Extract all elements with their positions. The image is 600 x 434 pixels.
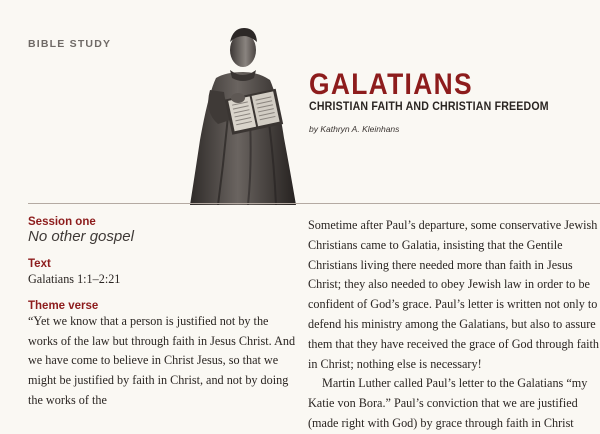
text-reference: Galatians 1:1–2:21 [28, 272, 121, 286]
author-byline: by Kathryn A. Kleinhans [309, 124, 400, 134]
session-label: Session one [28, 216, 96, 228]
theme-verse-body: “Yet we know that a person is justified not by the works of the law but through faith in Jesus Christ. And we have come to believe in Christ Jesus, so that we might be justified by faith in Christ, and not by doing the works of the [28, 313, 296, 407]
theme-verse-label: Theme verse [28, 299, 99, 312]
page-subtitle: CHRISTIAN FAITH AND CHRISTIAN FREEDOM [309, 101, 549, 113]
page-header [0, 0, 600, 204]
page-title: GALATIANS [309, 68, 473, 101]
text-label: Text [28, 258, 51, 270]
header-divider [28, 203, 600, 204]
left-column [28, 216, 296, 411]
section-label: BIBLE STUDY [28, 38, 112, 50]
luther-statue-image [178, 20, 308, 205]
body-paragraph-1: Sometime after Paul’s departure, some conservative Jewish Christians came to Galatia, insisting that the Gentile Christians living there needed more than faith in Jesus Christ; they also needed to obey Jewish law in order to be confident of God’s grace. Paul’s letter is written not only to defend his ministry among the Galatians, but also to assure them that they have received the grace of God through faith in Christ; nothing else is necessary! [308, 218, 600, 371]
body-paragraph-2: Martin Luther called Paul’s letter to the Galatians “my Katie von Bora.” Paul’s conviction that we are justified (made right with God) by grace through faith in Christ [308, 376, 588, 430]
right-column [308, 216, 600, 434]
session-title: No other gospel [28, 228, 134, 245]
